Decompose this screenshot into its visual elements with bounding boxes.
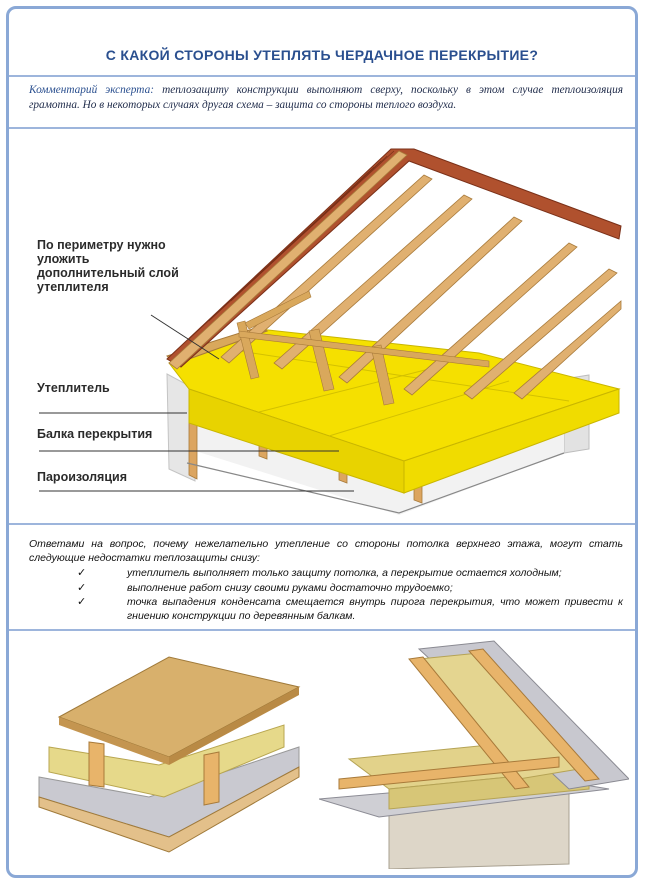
comment-lead: Комментарий эксперта: — [29, 84, 155, 96]
divider — [9, 127, 635, 129]
divider — [9, 629, 635, 631]
answers-intro: Ответами на вопрос, почему нежелательно утепление со стороны потолка верхнего этажа, могут стать следующие недостатки теплозащиты снизу: — [29, 538, 623, 564]
attic-diagram — [9, 131, 638, 523]
floor-layers-illustration — [29, 647, 309, 867]
check-icon: ✓ — [77, 596, 87, 608]
divider — [9, 523, 635, 525]
expert-comment — [29, 83, 623, 113]
page-frame — [6, 6, 638, 878]
divider — [9, 75, 635, 77]
label-beam: Балка перекрытия — [37, 427, 153, 441]
label-perimeter: По периметру нужно уложить дополнительный слой утеплителя — [37, 238, 179, 294]
list-item: ✓ точка выпадения конденсата смещается внутрь пирога перекрытия, что может привести к гниению конструкции по деревянным балкам. — [77, 596, 623, 622]
list-item: ✓ утеплитель выполняет только защиту потолка, а перекрытие остается холодным; — [77, 567, 562, 579]
attic-roof-illustration — [319, 639, 629, 869]
list-item: ✓ выполнение работ снизу своими руками достаточно трудоемко; — [77, 581, 453, 594]
tile-row — [254, 151, 394, 279]
check-icon: ✓ — [77, 581, 87, 594]
comment-text: теплозащиту конструкции выполняют сверху, поскольку в этом случае теплоизоляция грамотна. Но в некоторых случаях другая схема – защита со стороны теплого воздуха. — [29, 84, 623, 111]
floor-beam — [204, 752, 219, 805]
check-icon: ✓ — [77, 567, 87, 579]
label-vapor: Пароизоляция — [37, 470, 128, 484]
page-title: С КАКОЙ СТОРОНЫ УТЕПЛЯТЬ ЧЕРДАЧНОЕ ПЕРЕКРЫТИЕ? — [105, 47, 539, 63]
floor-beam — [89, 742, 104, 787]
answers-block — [29, 538, 623, 624]
label-insulation: Утеплитель — [37, 381, 110, 395]
answers-list — [29, 567, 623, 623]
